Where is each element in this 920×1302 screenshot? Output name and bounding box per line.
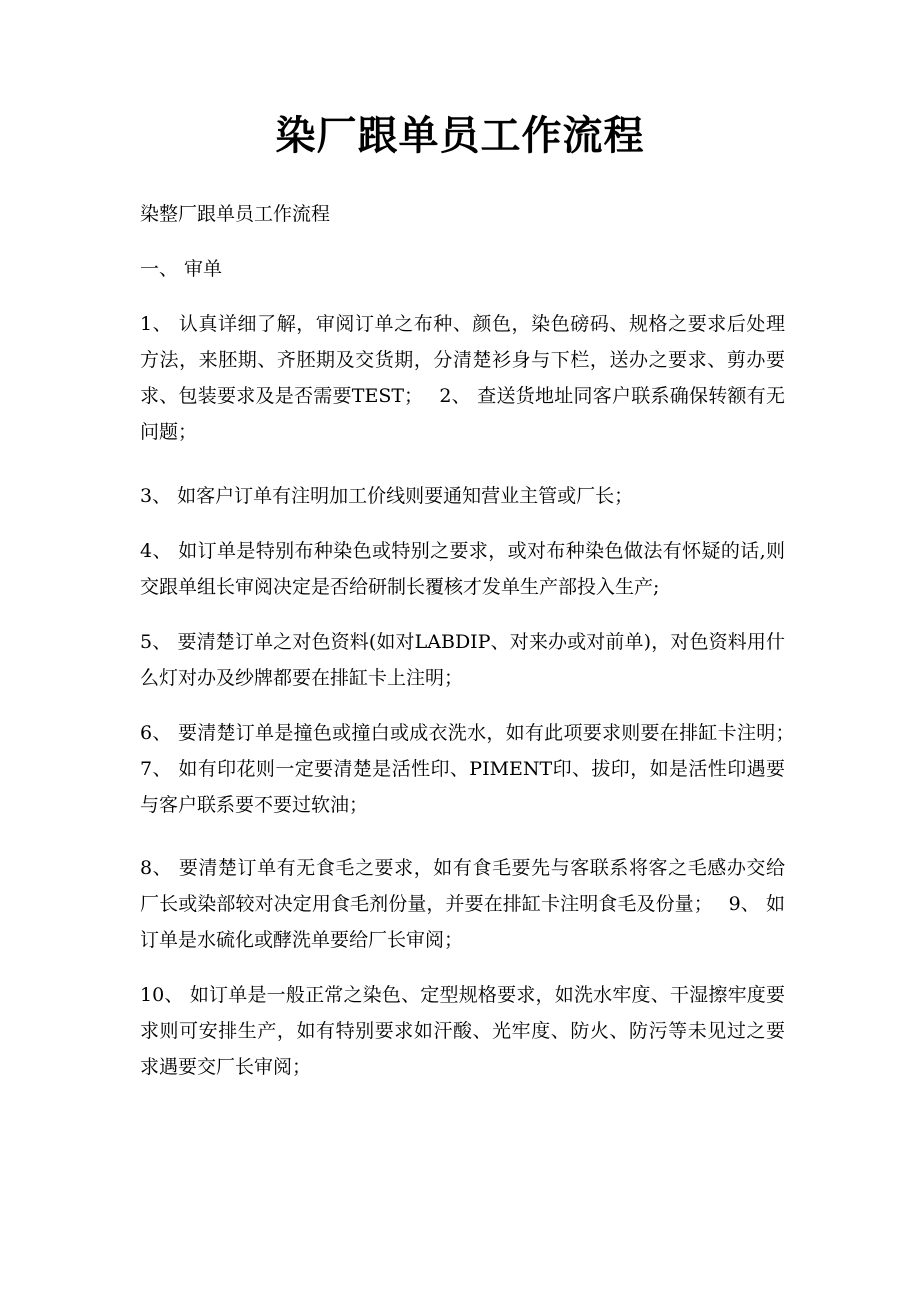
document-subtitle: 染整厂跟单员工作流程 xyxy=(140,203,331,225)
document-title: 染厂跟单员工作流程 xyxy=(275,112,645,159)
paragraph-4: 4、 如订单是特别布种染色或特别之要求，或对布种染色做法有怀疑的话,则交跟单组长审阅决定是否给研制长覆核才发单生产部投入生产; xyxy=(140,540,785,598)
paragraph-5: 5、 要清楚订单之对色资料(如对LABDIP、对来办或对前单)，对色资料用什么灯对办及纱牌都要在排缸卡上注明； xyxy=(140,631,785,689)
paragraph-6-7: 6、 要清楚订单是撞色或撞白或成衣洗水，如有此项要求则要在排缸卡注明； 7、 如有印花则一定要清楚是活性印、PIMENT印、拔印，如是活性印遇要与客户联系要不要过软油； xyxy=(140,722,811,816)
paragraph-3: 3、 如客户订单有注明加工价线则要通知营业主管或厂长； xyxy=(140,485,634,507)
paragraph-1-2: 1、 认真详细了解，审阅订单之布种、颜色，染色磅码、规格之要求后处理方法，来胚期、齐胚期及交货期，分清楚衫身与下栏，送办之要求、剪办要求、包装要求及是否需要TEST； 2、 查送货地址同客户联系确保转额有无问题； xyxy=(140,313,785,443)
section-heading: 一、 审单 xyxy=(140,258,223,280)
paragraph-8-9: 8、 要清楚订单有无食毛之要求，如有食毛要先与客联系将客之毛感办交给厂长或染部较对决定用食毛剂份量，并要在排缸卡注明食毛及份量； 9、 如订单是水硫化或酵洗单要给厂长审阅； xyxy=(140,857,785,951)
paragraph-10: 10、 如订单是一般正常之染色、定型规格要求，如洗水牢度、干湿擦牢度要求则可安排生产，如有特别要求如汗酸、光牢度、防火、防污等未见过之要求遇要交厂长审阅； xyxy=(140,984,785,1078)
